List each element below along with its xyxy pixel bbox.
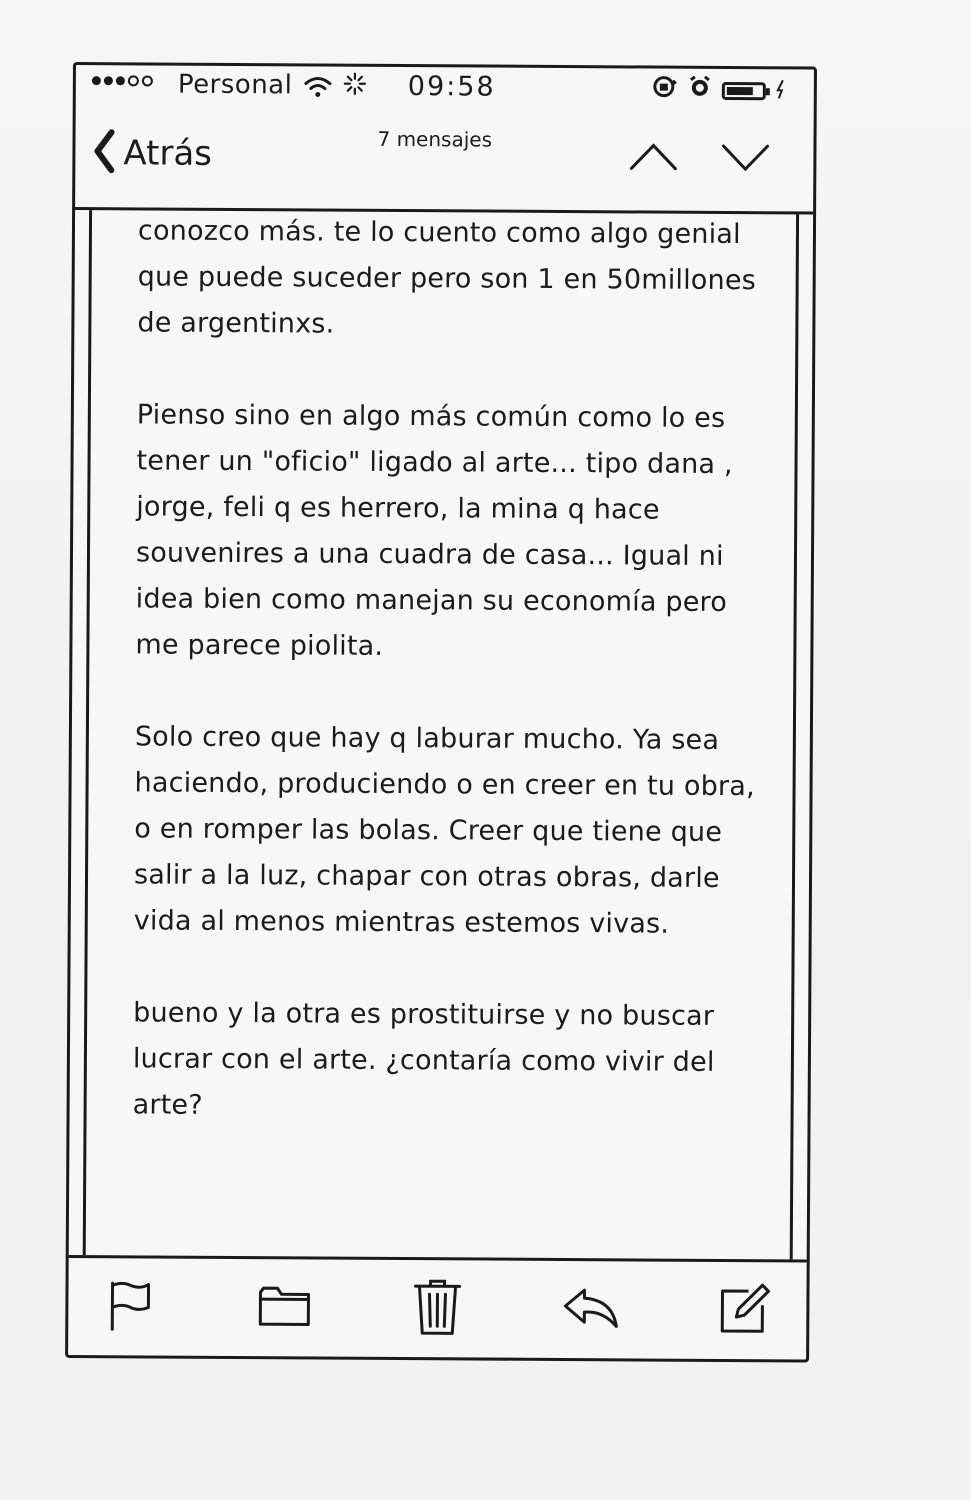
previous-message-button[interactable] (629, 142, 677, 174)
message-count-title: 7 mensajes (377, 126, 493, 152)
message-body (132, 210, 776, 1178)
charging-icon (776, 76, 786, 106)
message-navigation (629, 142, 769, 175)
chevron-down-icon (721, 156, 769, 175)
flag-icon (108, 1279, 152, 1335)
carrier-name: Personal (177, 69, 293, 101)
move-to-folder-button[interactable] (256, 1278, 312, 1338)
folder-icon (257, 1284, 311, 1332)
compose-button[interactable] (716, 1280, 772, 1340)
back-button[interactable] (93, 129, 212, 178)
signal-strength-icon (92, 75, 153, 86)
trash-icon (412, 1278, 462, 1340)
chevron-left-icon (93, 129, 115, 177)
chevron-up-icon (629, 155, 677, 174)
phone-frame (65, 62, 817, 1363)
alarm-icon (688, 75, 712, 106)
wifi-icon (304, 74, 332, 104)
status-icons (652, 75, 786, 107)
rotation-lock-icon (652, 75, 678, 106)
message-paragraph: bueno y la otra es prostituirse y no buscar lucrar con el arte. ¿contaría como vivir del arte? (132, 997, 715, 1121)
message-scroll-area[interactable] (83, 210, 799, 1259)
next-message-button[interactable] (721, 143, 769, 175)
delete-button[interactable] (409, 1279, 465, 1339)
message-paragraph: Pienso sino en algo más común como lo es tener un "oficio" ligado al arte... tipo dana , jorge, feli q es herrero, la mina q hace souvenires a una cuadra de casa... Igual ni idea bien como manejan su economía pero me parece piolita. (135, 399, 733, 662)
back-label: Atrás (123, 133, 213, 174)
activity-spinner-icon (344, 73, 366, 101)
compose-icon (718, 1282, 770, 1338)
reply-icon (562, 1286, 620, 1334)
bottom-toolbar (68, 1255, 807, 1360)
message-paragraph: conozco más. te lo cuento como algo genial que puede suceder pero son 1 en 50millones de argentinxs. (137, 215, 757, 340)
navigation-bar (75, 105, 814, 215)
flag-button[interactable] (102, 1277, 158, 1337)
battery-icon (722, 81, 766, 99)
status-bar (76, 65, 814, 110)
message-paragraph: Solo creo que hay q laburar mucho. Ya sea haciendo, produciendo o en creer en tu obra, o en romper las bolas. Creer que tiene que salir a la luz, chapar con otras obras, darle vida al menos mientras estemos vivas. (133, 721, 755, 940)
clock: 09:58 (407, 71, 496, 103)
reply-button[interactable] (563, 1280, 619, 1340)
